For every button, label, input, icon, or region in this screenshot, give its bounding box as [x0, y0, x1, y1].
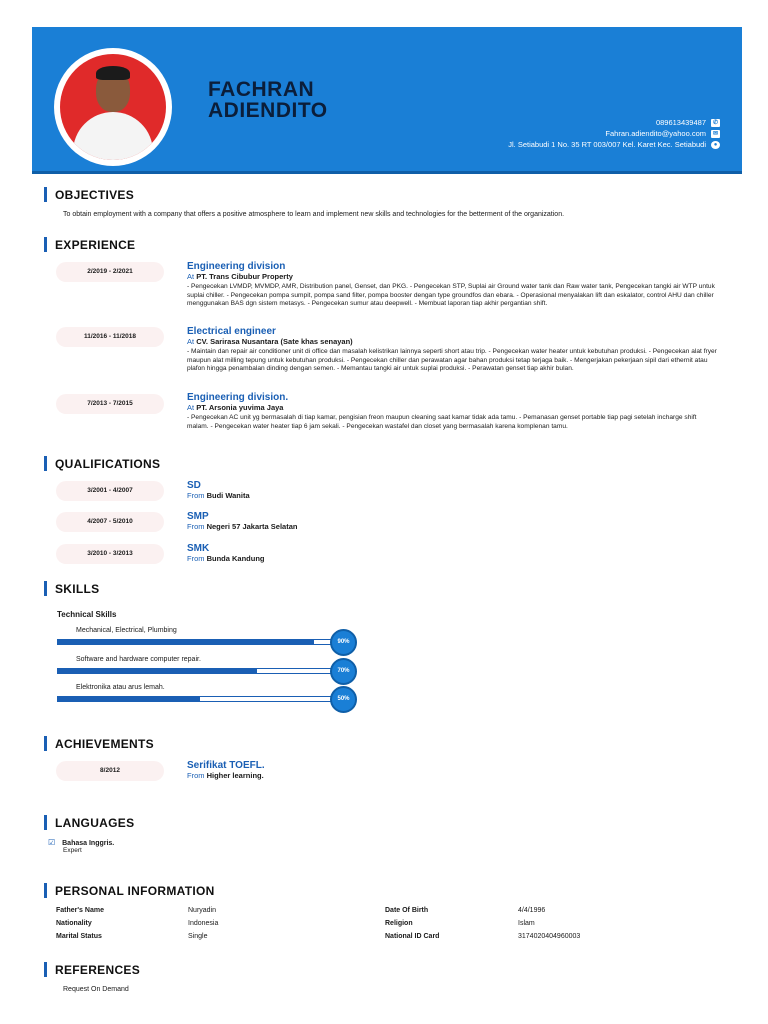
- school-line: From Budi Wanita: [187, 491, 250, 500]
- achievement-source-line: From Higher learning.: [187, 771, 264, 780]
- last-name: ADIENDITO: [208, 99, 328, 122]
- fathers-name-label: Father's Name: [56, 907, 104, 914]
- marital-label: Marital Status: [56, 933, 102, 940]
- date-badge: 3/2001 - 4/2007: [56, 481, 164, 501]
- skill-item: [57, 656, 357, 686]
- skill-percent: 70%: [330, 658, 357, 685]
- dob-label: Date Of Birth: [385, 907, 429, 914]
- degree: SMP: [187, 511, 209, 522]
- job-title: Electrical engineer: [187, 326, 276, 337]
- experience-body: [187, 326, 719, 374]
- achievement-body: [187, 760, 719, 781]
- date-badge: 4/2007 - 5/2010: [56, 512, 164, 532]
- first-name: FACHRAN: [208, 78, 315, 101]
- language-level: Expert: [63, 847, 82, 854]
- section-achievements-title: ACHIEVEMENTS: [44, 736, 154, 751]
- skill-fill: [58, 669, 257, 673]
- school-line: From Bunda Kandung: [187, 554, 265, 563]
- school-line: From Negeri 57 Jakarta Selatan: [187, 522, 298, 531]
- language-name: Bahasa Inggris.: [62, 840, 115, 847]
- section-bar: [44, 815, 47, 830]
- qualification-body: [187, 511, 719, 532]
- section-bar: [44, 962, 47, 977]
- skill-item: [57, 627, 357, 657]
- skill-label: Software and hardware computer repair.: [76, 656, 201, 663]
- section-personal-title: PERSONAL INFORMATION: [44, 883, 215, 898]
- date-badge: 8/2012: [56, 761, 164, 781]
- job-description: - Pengecekan AC unit yg bermasalah di tiap kamar, pengisian freon maupun cleaning saat kamar tidak ada tamu. - Pemanasan genset portable tiap pagi setelah incharge shift malam. - Pengecekan water heater tiap 6 jam sekali. - Pengecekan wastafel dan closet yang bermasalah karena komplenan tamu.: [187, 414, 697, 430]
- contact-address: [508, 139, 720, 150]
- skill-label: Elektronika atau arus lemah.: [76, 684, 165, 691]
- skill-bar: [57, 696, 343, 702]
- company-name: PT. Arsonia yuvima Jaya: [196, 403, 284, 412]
- company-name: CV. Sarirasa Nusantara (Sate khas senayan): [196, 337, 353, 346]
- section-bar: [44, 237, 47, 252]
- profile-photo-frame: [54, 48, 172, 166]
- job-description: - Maintain dan repair air conditioner unit di office dan masalah kelistrikan lainnya seperti short atau trip. - Pengecekan water heater untuk kebutuhan produksi. - Pengecekan alat fryer maupun alat milling tepung untuk kebutuhan produksi. - Pengecekan chiller dan perawatan agar bahan produksi tetap terjaga baik. - Mengerjakan pekerjaan sipil dari ethernit atau plafon hingga penambalan dinding dengan semen. - Memantau tangki air untuk suplai produksi. - Perawatan genset tiap akhir bulan.: [187, 348, 717, 373]
- section-objectives-title: OBJECTIVES: [44, 187, 134, 202]
- job-title: Engineering division.: [187, 392, 289, 403]
- skill-percent: 90%: [330, 629, 357, 656]
- date-badge: 2/2019 - 2/2021: [56, 262, 164, 282]
- mail-icon: ✉: [712, 130, 719, 137]
- section-qualifications-title: QUALIFICATIONS: [44, 456, 160, 471]
- references-text: Request On Demand: [63, 986, 129, 993]
- national-id-value: 3174020404960003: [518, 933, 581, 940]
- contact-phone: [508, 117, 720, 128]
- skill-bar: [57, 639, 343, 645]
- section-bar: [44, 883, 47, 898]
- section-bar: [44, 581, 47, 596]
- skill-label: Mechanical, Electrical, Plumbing: [76, 627, 177, 634]
- company-line: At CV. Sarirasa Nusantara (Sate khas senayan): [187, 337, 353, 346]
- section-bar: [44, 456, 47, 471]
- religion-label: Religion: [385, 920, 413, 927]
- candidate-name: [208, 79, 328, 121]
- phone-icon: ✆: [712, 119, 719, 126]
- contact-email: [508, 128, 720, 139]
- company-name: PT. Trans Cibubur Property: [196, 272, 293, 281]
- fathers-name-value: Nuryadin: [188, 907, 217, 914]
- section-bar: [44, 736, 47, 751]
- checkbox-icon: ☑: [48, 838, 56, 847]
- school-name: Budi Wanita: [206, 491, 250, 500]
- skills-subtitle: Technical Skills: [57, 610, 117, 619]
- section-skills-title: SKILLS: [44, 581, 99, 596]
- section-experience-title: EXPERIENCE: [44, 237, 135, 252]
- resume-header: [32, 27, 742, 174]
- location-icon: ●: [711, 141, 720, 149]
- date-badge: 7/2013 - 7/2015: [56, 394, 164, 414]
- skill-item: [57, 684, 357, 714]
- date-badge: 3/2010 - 3/2013: [56, 544, 164, 564]
- dob-value: 4/4/1996: [518, 907, 546, 914]
- nationality-value: Indonesia: [188, 920, 219, 927]
- job-title: Engineering division: [187, 261, 286, 272]
- achievement-source: Higher learning.: [206, 771, 264, 780]
- skill-fill: [58, 640, 314, 644]
- email-text: Fahran.adiendito@yahoo.com: [605, 129, 706, 138]
- profile-photo: [60, 54, 166, 160]
- contact-info: [508, 117, 720, 150]
- phone-text: 089613439487: [655, 118, 706, 127]
- experience-body: [187, 261, 719, 309]
- objectives-text: To obtain employment with a company that offers a positive atmosphere to learn and implement new skills and technologies for the betterment of the organization.: [63, 211, 565, 218]
- achievement-name: Serifikat TOEFL.: [187, 760, 265, 771]
- national-id-label: National ID Card: [385, 933, 440, 940]
- marital-value: Single: [188, 933, 208, 940]
- section-bar: [44, 187, 47, 202]
- nationality-label: Nationality: [56, 920, 92, 927]
- skill-percent: 50%: [330, 686, 357, 713]
- skill-fill: [58, 697, 200, 701]
- degree: SMK: [187, 543, 210, 554]
- qualification-body: [187, 480, 719, 501]
- language-item: [48, 838, 115, 854]
- school-name: Bunda Kandung: [206, 554, 265, 563]
- company-line: At PT. Trans Cibubur Property: [187, 272, 293, 281]
- company-line: At PT. Arsonia yuvima Jaya: [187, 403, 284, 412]
- job-description: - Pengecekan LVMDP, MVMDP, AMR, Distribution panel, Genset, dan PKG. - Pengecekan STP, Suplai air Ground water tank dan Raw water tank, Pengecekan tangki air WTP untuk suplai chiller. - Pengecekan pompa sumpit, pompa sand filter, pompa booster dengan type groundfos dan ebara. - Operasional menyalakan lift dan eskalator, control AHU dan chiller menggunakan BAS dgn sistem metasys. - Pengecekan sumur atau deepwell. - Membuat laporan tiap akhir pergantian shift.: [187, 283, 715, 308]
- date-badge: 11/2016 - 11/2018: [56, 327, 164, 347]
- qualification-body: [187, 543, 719, 564]
- section-languages-title: LANGUAGES: [44, 815, 134, 830]
- school-name: Negeri 57 Jakarta Selatan: [206, 522, 298, 531]
- section-references-title: REFERENCES: [44, 962, 140, 977]
- skill-bar: [57, 668, 343, 674]
- address-text: Jl. Setiabudi 1 No. 35 RT 003/007 Kel. Karet Kec. Setiabudi: [508, 140, 706, 149]
- experience-body: [187, 392, 719, 431]
- degree: SD: [187, 480, 201, 491]
- religion-value: Islam: [518, 920, 535, 927]
